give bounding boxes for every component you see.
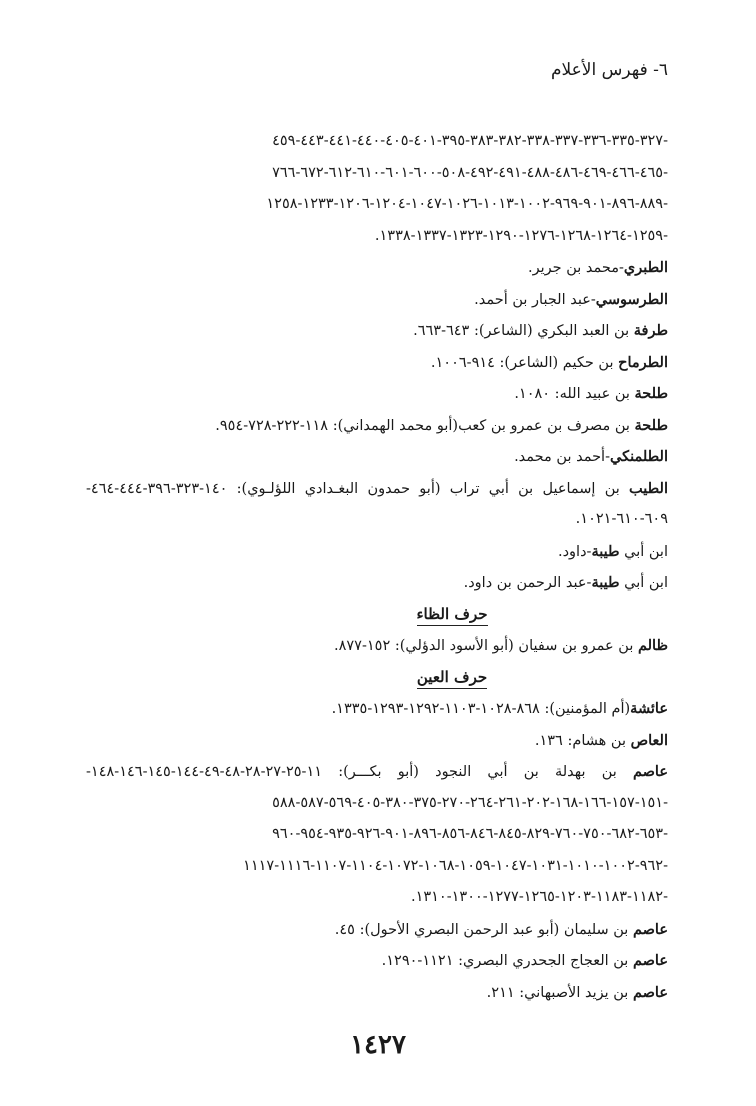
- section-heading: [86, 662, 668, 694]
- index-entry: [86, 693, 668, 725]
- entry-text: -٦٥٣-٦٨٢-٧٥٠-٧٦٠-٨٢٩-٨٤٥-٨٤٦-٨٥٦-٨٩٦-٩٠١-٩٢٦-٩٣٥-٩٥٤-٩٦٠: [272, 826, 668, 842]
- entry-text: بن عمرو بن سفيان (أبو الأسود الدؤلي): ١٥٢-٨٧٧.: [334, 638, 638, 654]
- entry-name: عاصم: [632, 763, 668, 780]
- entry-text: بن حكيم (الشاعر): ٩١٤-١٠٠٦.: [430, 354, 619, 371]
- entry-name: طيبة: [591, 574, 620, 591]
- index-entry: [86, 347, 668, 379]
- index-entry: [86, 252, 668, 284]
- index-entry: [86, 945, 668, 977]
- entry-text: بن هشام: ١٣٦.: [534, 732, 631, 749]
- index-entry: [86, 567, 668, 599]
- entry-text: بن بهدلة بن أبي النجود (أبو بكـــر): ١١-٢٥-٢٧-٢٨-٤٨-٤٩-١٤٤-١٤٥-١٤٦-١٤٨-: [86, 764, 633, 780]
- section-heading-text: حرف العين: [417, 668, 487, 689]
- index-entry: [86, 315, 668, 347]
- section-heading: [86, 599, 668, 631]
- entry-text: -٤٦٥-٤٦٦-٤٦٩-٤٨٦-٤٨٨-٤٩١-٤٩٢-٥٠٨-٦٠٠-٦٠١-٦١٠-٦١٢-٦٧٢-٧٦٦: [272, 164, 668, 181]
- entry-text: -٨٨٩-٨٩٦-٩٠١-٩٦٩-١٠٠٢-١٠١٣-١٠٢٦-١٠٤٧-١٢٠٤-١٢٠٦-١٢٣٣-١٢٥٨: [266, 196, 668, 212]
- entry-name: طرفة: [633, 322, 668, 339]
- index-continuation: [86, 504, 668, 536]
- index-entry: [86, 536, 668, 568]
- entry-text: بن مصرف بن عمرو بن كعب(أبو محمد الهمداني): ١١٨-٢٢٢-٧٢٨-٩٥٤.: [215, 417, 635, 434]
- index-entry: [86, 410, 668, 442]
- entry-text: -١٢٥٩-١٢٦٤-١٢٦٨-١٢٧٦-١٢٩٠-١٣٢٣-١٣٣٧-١٣٣٨.: [374, 227, 668, 244]
- index-entry: [86, 284, 668, 316]
- page-number: ١٤٢٧: [350, 1030, 406, 1060]
- index-continuation: [86, 126, 668, 158]
- index-entry: [86, 473, 668, 505]
- entry-name: الطيب: [629, 479, 668, 497]
- entry-name: عاصم: [632, 952, 668, 969]
- entry-text: -أحمد بن محمد.: [514, 449, 610, 465]
- entry-name: الطبري: [623, 259, 668, 276]
- index-entry: [86, 630, 668, 662]
- index-continuation: [86, 851, 668, 883]
- entry-name: طلحة: [634, 416, 668, 434]
- index-entry: [86, 378, 668, 410]
- entry-name: ظالم: [637, 637, 668, 654]
- index-entry: [86, 725, 668, 757]
- entry-text: بن سليمان (أبو عبد الرحمن البصري الأحول): ٤٥.: [334, 921, 633, 938]
- entry-name: طيبة: [591, 542, 620, 560]
- entry-prefix: ابن أبي: [619, 575, 668, 591]
- index-continuation: [86, 819, 668, 851]
- running-header: ٦- فهرس الأعلام: [550, 60, 668, 80]
- section-heading-text: حرف الظاء: [417, 605, 488, 626]
- entry-name: العاص: [630, 731, 668, 749]
- entry-name: الطرسوسي: [595, 290, 668, 308]
- index-continuation: [86, 189, 668, 221]
- entry-text: (أم المؤمنين): ٨٦٨-١٠٢٨-١١٠٣-١٢٩٢-١٢٩٣-١٣٣٥.: [331, 701, 631, 717]
- entry-text: بن إسماعيل بن أبي تراب (أبو حمدون البغـدادي اللؤلـوي): ١٤٠-٣٢٣-٣٩٦-٤٤٤-٤٦٤-: [86, 480, 630, 497]
- entry-text: بن العجاج الجحدري البصري: ١١٢١-١٢٩٠.: [381, 953, 633, 969]
- index-continuation: [86, 788, 668, 820]
- entry-text: -١٥١-١٥٧-١٦٦-١٦٨-٢٠٢-٢٦١-٢٦٤-٢٧٠-٣٧٥-٣٨٠-٤٠٥-٥٦٩-٥٨٧-٥٨٨: [272, 794, 668, 811]
- entry-text: بن عبيد الله: ١٠٨٠.: [514, 386, 635, 402]
- index-entry: [86, 756, 668, 788]
- entry-text: -محمد بن جرير.: [528, 260, 624, 276]
- entry-text: بن العبد البكري (الشاعر): ٦٤٣-٦٦٣.: [413, 323, 634, 339]
- index-entry: [86, 441, 668, 473]
- index-entry: [86, 914, 668, 946]
- entry-name: عاصم: [632, 983, 668, 1001]
- entry-text: -داود.: [557, 543, 592, 560]
- entry-text: -عبد الجبار بن أحمد.: [474, 291, 596, 308]
- index-continuation: [86, 158, 668, 190]
- index-continuation: [86, 882, 668, 914]
- entry-name: الطلمنكي: [610, 448, 668, 465]
- entry-prefix: ابن أبي: [619, 543, 668, 560]
- entry-name: طلحة: [634, 385, 668, 402]
- entry-text: ٦٠٩-٦١٠-١٠٢١.: [575, 511, 668, 527]
- entry-text: -٣٢٧-٣٣٥-٣٣٦-٣٣٧-٣٣٨-٣٨٢-٣٨٣-٣٩٥-٤٠١-٤٠٥-٤٤٠-٤٤١-٤٤٣-٤٥٩: [272, 133, 668, 149]
- index-continuation: [86, 221, 668, 253]
- entry-text: -١١٨٢-١١٨٣-١٢٠٣-١٢٦٥-١٢٧٧-١٣٠٠-١٣١٠.: [410, 889, 668, 905]
- index-content: [86, 126, 668, 1008]
- index-entry: [86, 977, 668, 1009]
- entry-text: -عبد الرحمن بن داود.: [463, 575, 592, 591]
- entry-name: عائشة: [630, 700, 668, 717]
- entry-text: -٩٦٢-١٠٠٢-١٠١٠-١٠٣١-١٠٤٧-١٠٥٩-١٠٦٨-١٠٧٢-١١٠٤-١١٠٧-١١١٦-١١١٧: [243, 857, 668, 874]
- entry-name: الطرماح: [618, 353, 668, 371]
- entry-name: عاصم: [632, 920, 668, 938]
- entry-text: بن يزيد الأصبهاني: ٢١١.: [486, 984, 633, 1001]
